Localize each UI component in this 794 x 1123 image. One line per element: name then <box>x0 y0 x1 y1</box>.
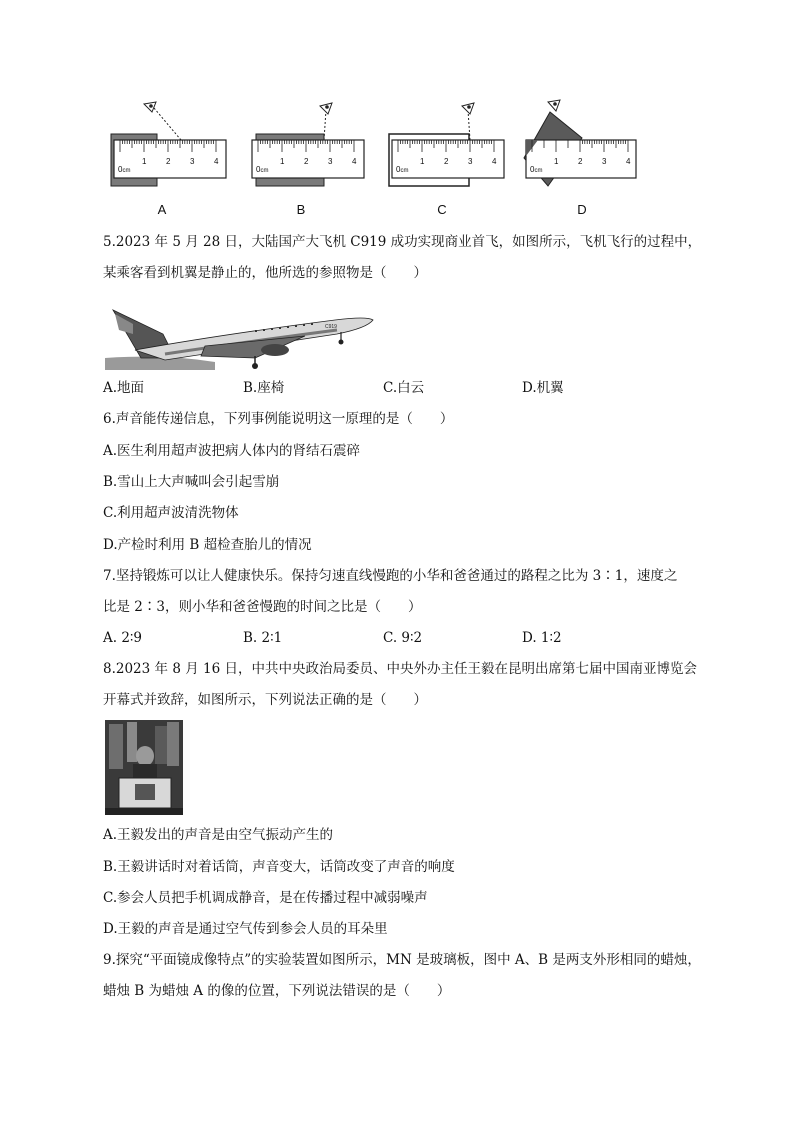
q5-stem-line2: 某乘客看到机翼是静止的，他所选的参照物是（ ） <box>103 265 427 281</box>
ruler-b-tick-2: 2 <box>304 157 309 166</box>
q5-option-c: C.白云 <box>383 380 425 396</box>
c919-airplane-photo <box>105 300 377 370</box>
q7-stem-line1: 7.坚持锻炼可以让人健康快乐。保持匀速直线慢跑的小华和爸爸通过的路程之比为 3∶1，速度之 <box>103 568 678 584</box>
q5-option-b: B.座椅 <box>243 380 285 396</box>
q8-option-c: C.参会人员把手机调成静音，是在传播过程中减弱噪声 <box>103 890 428 906</box>
ruler-d-tick-4: 4 <box>626 157 631 166</box>
q8-option-a: A.王毅发出的声音是由空气振动产生的 <box>103 827 334 843</box>
q8-stem-line1: 8.2023 年 8 月 16 日，中共中央政治局委员、中央外办主任王毅在昆明出席第七届中国南亚博览会 <box>103 661 697 677</box>
ruler-d-tick-0: 0cm <box>530 165 543 174</box>
q5-option-a: A.地面 <box>103 380 145 396</box>
q6-option-c: C.利用超声波清洗物体 <box>103 505 239 521</box>
speaker-podium-photo <box>105 720 183 815</box>
ruler-b-tick-0: 0cm <box>256 165 269 174</box>
q5-stem-line1: 5.2023 年 5 月 28 日，大陆国产大飞机 C919 成功实现商业首飞，如图所示，飞机飞行的过程中， <box>103 234 702 250</box>
caption-d: D <box>577 202 587 217</box>
ruler-figure-c <box>386 98 508 190</box>
ruler-a-tick-3: 3 <box>190 157 195 166</box>
q7-option-d: D. 1∶2 <box>522 630 562 646</box>
ruler-figure-d <box>520 98 642 190</box>
plane-label: C919 <box>325 324 337 330</box>
q6-option-a: A.医生利用超声波把病人体内的肾结石震碎 <box>103 443 361 459</box>
ruler-figure-a <box>108 98 230 190</box>
ruler-figure-b <box>250 98 368 190</box>
ruler-b-tick-3: 3 <box>328 157 333 166</box>
ruler-d-tick-1: 1 <box>554 157 559 166</box>
q8-stem-line2: 开幕式并致辞，如图所示，下列说法正确的是（ ） <box>103 692 427 708</box>
q6-option-d: D.产检时利用 B 超检查胎儿的情况 <box>103 537 312 553</box>
ruler-a-tick-4: 4 <box>214 157 219 166</box>
q8-option-b: B.王毅讲话时对着话筒，声音变大，话筒改变了声音的响度 <box>103 859 455 875</box>
caption-b: B <box>296 202 306 217</box>
ruler-a-tick-0: 0cm <box>118 165 131 174</box>
caption-c: C <box>437 202 447 217</box>
ruler-d-tick-2: 2 <box>578 157 583 166</box>
q7-option-a: A. 2∶9 <box>103 630 143 646</box>
ruler-b-tick-1: 1 <box>280 157 285 166</box>
q7-option-c: C. 9∶2 <box>383 630 423 646</box>
q9-stem-line2: 蜡烛 B 为蜡烛 A 的像的位置，下列说法错误的是（ ） <box>103 983 451 999</box>
ruler-a-tick-1: 1 <box>142 157 147 166</box>
ruler-c-tick-4: 4 <box>492 157 497 166</box>
caption-a: A <box>157 202 167 217</box>
ruler-c-tick-0: 0cm <box>396 165 409 174</box>
ruler-d-tick-3: 3 <box>602 157 607 166</box>
q7-option-b: B. 2∶1 <box>243 630 283 646</box>
ruler-c-tick-3: 3 <box>468 157 473 166</box>
q5-option-d: D.机翼 <box>522 380 564 396</box>
ruler-c-tick-2: 2 <box>444 157 449 166</box>
q8-option-d: D.王毅的声音是通过空气传到参会人员的耳朵里 <box>103 921 388 937</box>
ruler-b-tick-4: 4 <box>352 157 357 166</box>
q9-stem-line1: 9.探究“平面镜成像特点”的实验装置如图所示，MN 是玻璃板，图中 A、B 是两支外形相同的蜡烛， <box>103 952 701 968</box>
q6-stem: 6.声音能传递信息，下列事例能说明这一原理的是（ ） <box>103 411 454 427</box>
ruler-a-tick-2: 2 <box>166 157 171 166</box>
q7-stem-line2: 比是 2∶3，则小华和爸爸慢跑的时间之比是（ ） <box>103 599 422 615</box>
ruler-c-tick-1: 1 <box>420 157 425 166</box>
q6-option-b: B.雪山上大声喊叫会引起雪崩 <box>103 474 280 490</box>
